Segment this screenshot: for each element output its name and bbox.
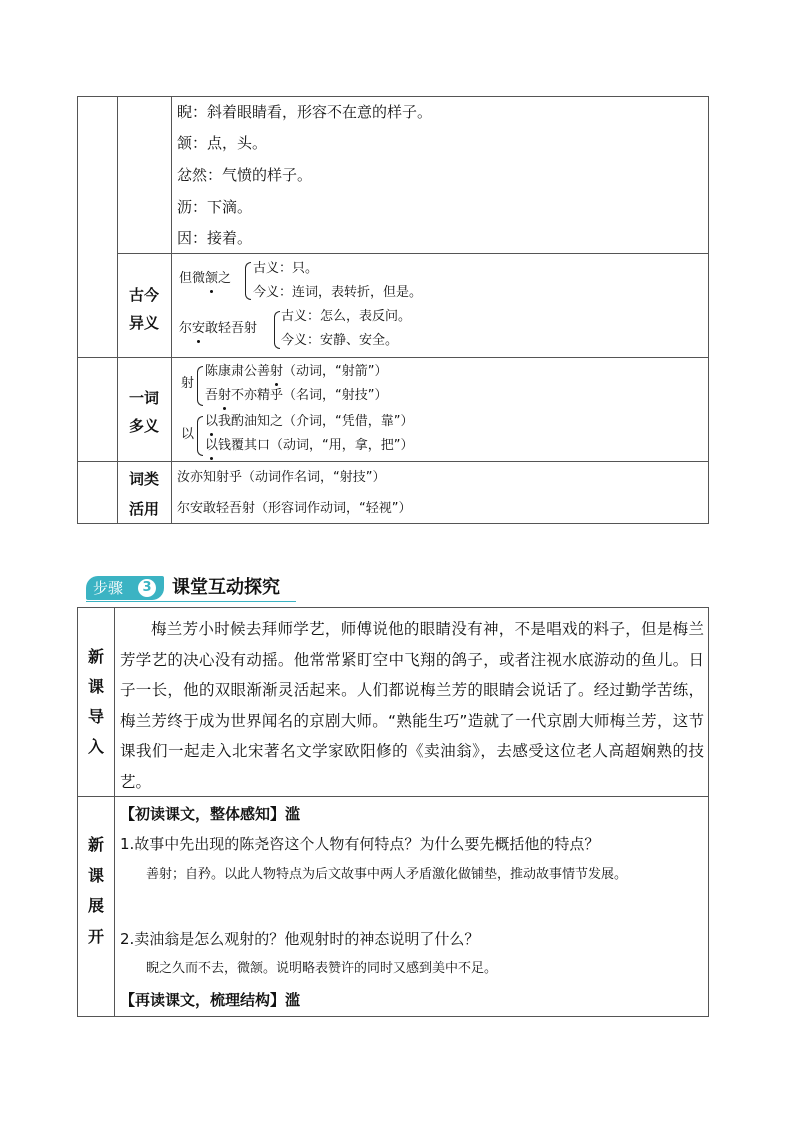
polysemy-example: 以我酌油知之（介词，“凭借，靠”） xyxy=(205,414,414,429)
polysemy-example: 陈康肃公善射（动词，“射箭”） xyxy=(205,364,388,379)
section-badge: 滥 xyxy=(285,805,301,823)
polysemy-example: 吾射不亦精乎（名词，“射技”） xyxy=(205,388,388,403)
question-1: 1.故事中先出现的陈尧咨这个人物有何特点？为什么要先概括他的特点？ xyxy=(120,835,600,853)
gujin-example-1: 但微颔之 xyxy=(179,271,232,286)
gujin-example-2: 尔安敢轻吾射 xyxy=(179,321,258,336)
brace xyxy=(245,262,251,300)
definition-han: 颔：点，头。 xyxy=(177,134,268,152)
polysemy-example: 以钱覆其口（动词，“用，拿，把”） xyxy=(205,438,414,453)
modern-meaning: 今义：连词，表转折，但是。 xyxy=(253,285,423,300)
answer-1: 善射；自矜。以此人物特点为后文故事中两人矛盾激化做铺垫，推动故事情节发展。 xyxy=(146,867,628,882)
main-label: 新 课 展 开 xyxy=(87,835,104,946)
step-number: 3 xyxy=(138,579,156,597)
answer-2: 睨之久而不去，微颔。说明略表赞许的同时又感到美中不足。 xyxy=(146,961,498,976)
definition-fenran: 忿然：气愤的样子。 xyxy=(177,166,313,184)
brace xyxy=(197,416,203,456)
brace xyxy=(197,366,203,406)
definition-li: 沥：下滴。 xyxy=(177,198,253,216)
question-2: 2.卖油翁是怎么观射的？他观射时的神态说明了什么？ xyxy=(120,930,480,948)
intro-label: 新 课 导 入 xyxy=(87,647,104,756)
brace xyxy=(274,311,280,349)
duoyi-label: 一词 多义 xyxy=(128,389,159,435)
ancient-meaning: 古义：怎么，表反问。 xyxy=(281,309,412,324)
step-title: 课堂互动探究 xyxy=(172,577,280,598)
ancient-meaning: 古义：只。 xyxy=(253,261,319,276)
polysemy-word: 以 xyxy=(181,427,195,442)
gujin-label: 古今 异义 xyxy=(128,286,159,332)
section-badge: 滥 xyxy=(285,991,301,1009)
polysemy-word: 射 xyxy=(181,376,195,391)
definition-yin: 因：接着。 xyxy=(177,229,253,247)
step-underline xyxy=(86,601,296,602)
section-heading: 【初读课文，整体感知】滥 xyxy=(120,805,301,823)
intro-paragraph: 梅兰芳小时候去拜师学艺，师傅说他的眼睛没有神，不是唱戏的料子，但是梅兰芳学艺的决心没有动摇。他常常紧盯空中飞翔的鸽子，或者注视水底游动的鱼儿。日子一长，他的双眼渐渐灵活起来。人们都说梅兰芳的眼睛会说话了。经过勤学苦练，梅兰芳终于成为世界闻名的京剧大师。“熟能生巧”造就了一代京剧大师梅兰芳，这节课我们一起走入北宋著名文学家欧阳修的《卖油翁》，去感受这位老人高超娴熟的技艺。 xyxy=(120,620,704,791)
word-class-example: 汝亦知射乎（动词作名词，“射技”） xyxy=(177,470,386,485)
step-label: 步骤 xyxy=(93,579,124,597)
cilei-label: 词类 活用 xyxy=(128,470,159,518)
word-class-example: 尔安敢轻吾射（形容词作动词，“轻视”） xyxy=(177,501,412,516)
definition-ni: 睨：斜着眼睛看，形容不在意的样子。 xyxy=(177,103,433,121)
modern-meaning: 今义：安静、安全。 xyxy=(281,333,399,348)
section-heading: 【再读课文，梳理结构】滥 xyxy=(120,991,301,1009)
